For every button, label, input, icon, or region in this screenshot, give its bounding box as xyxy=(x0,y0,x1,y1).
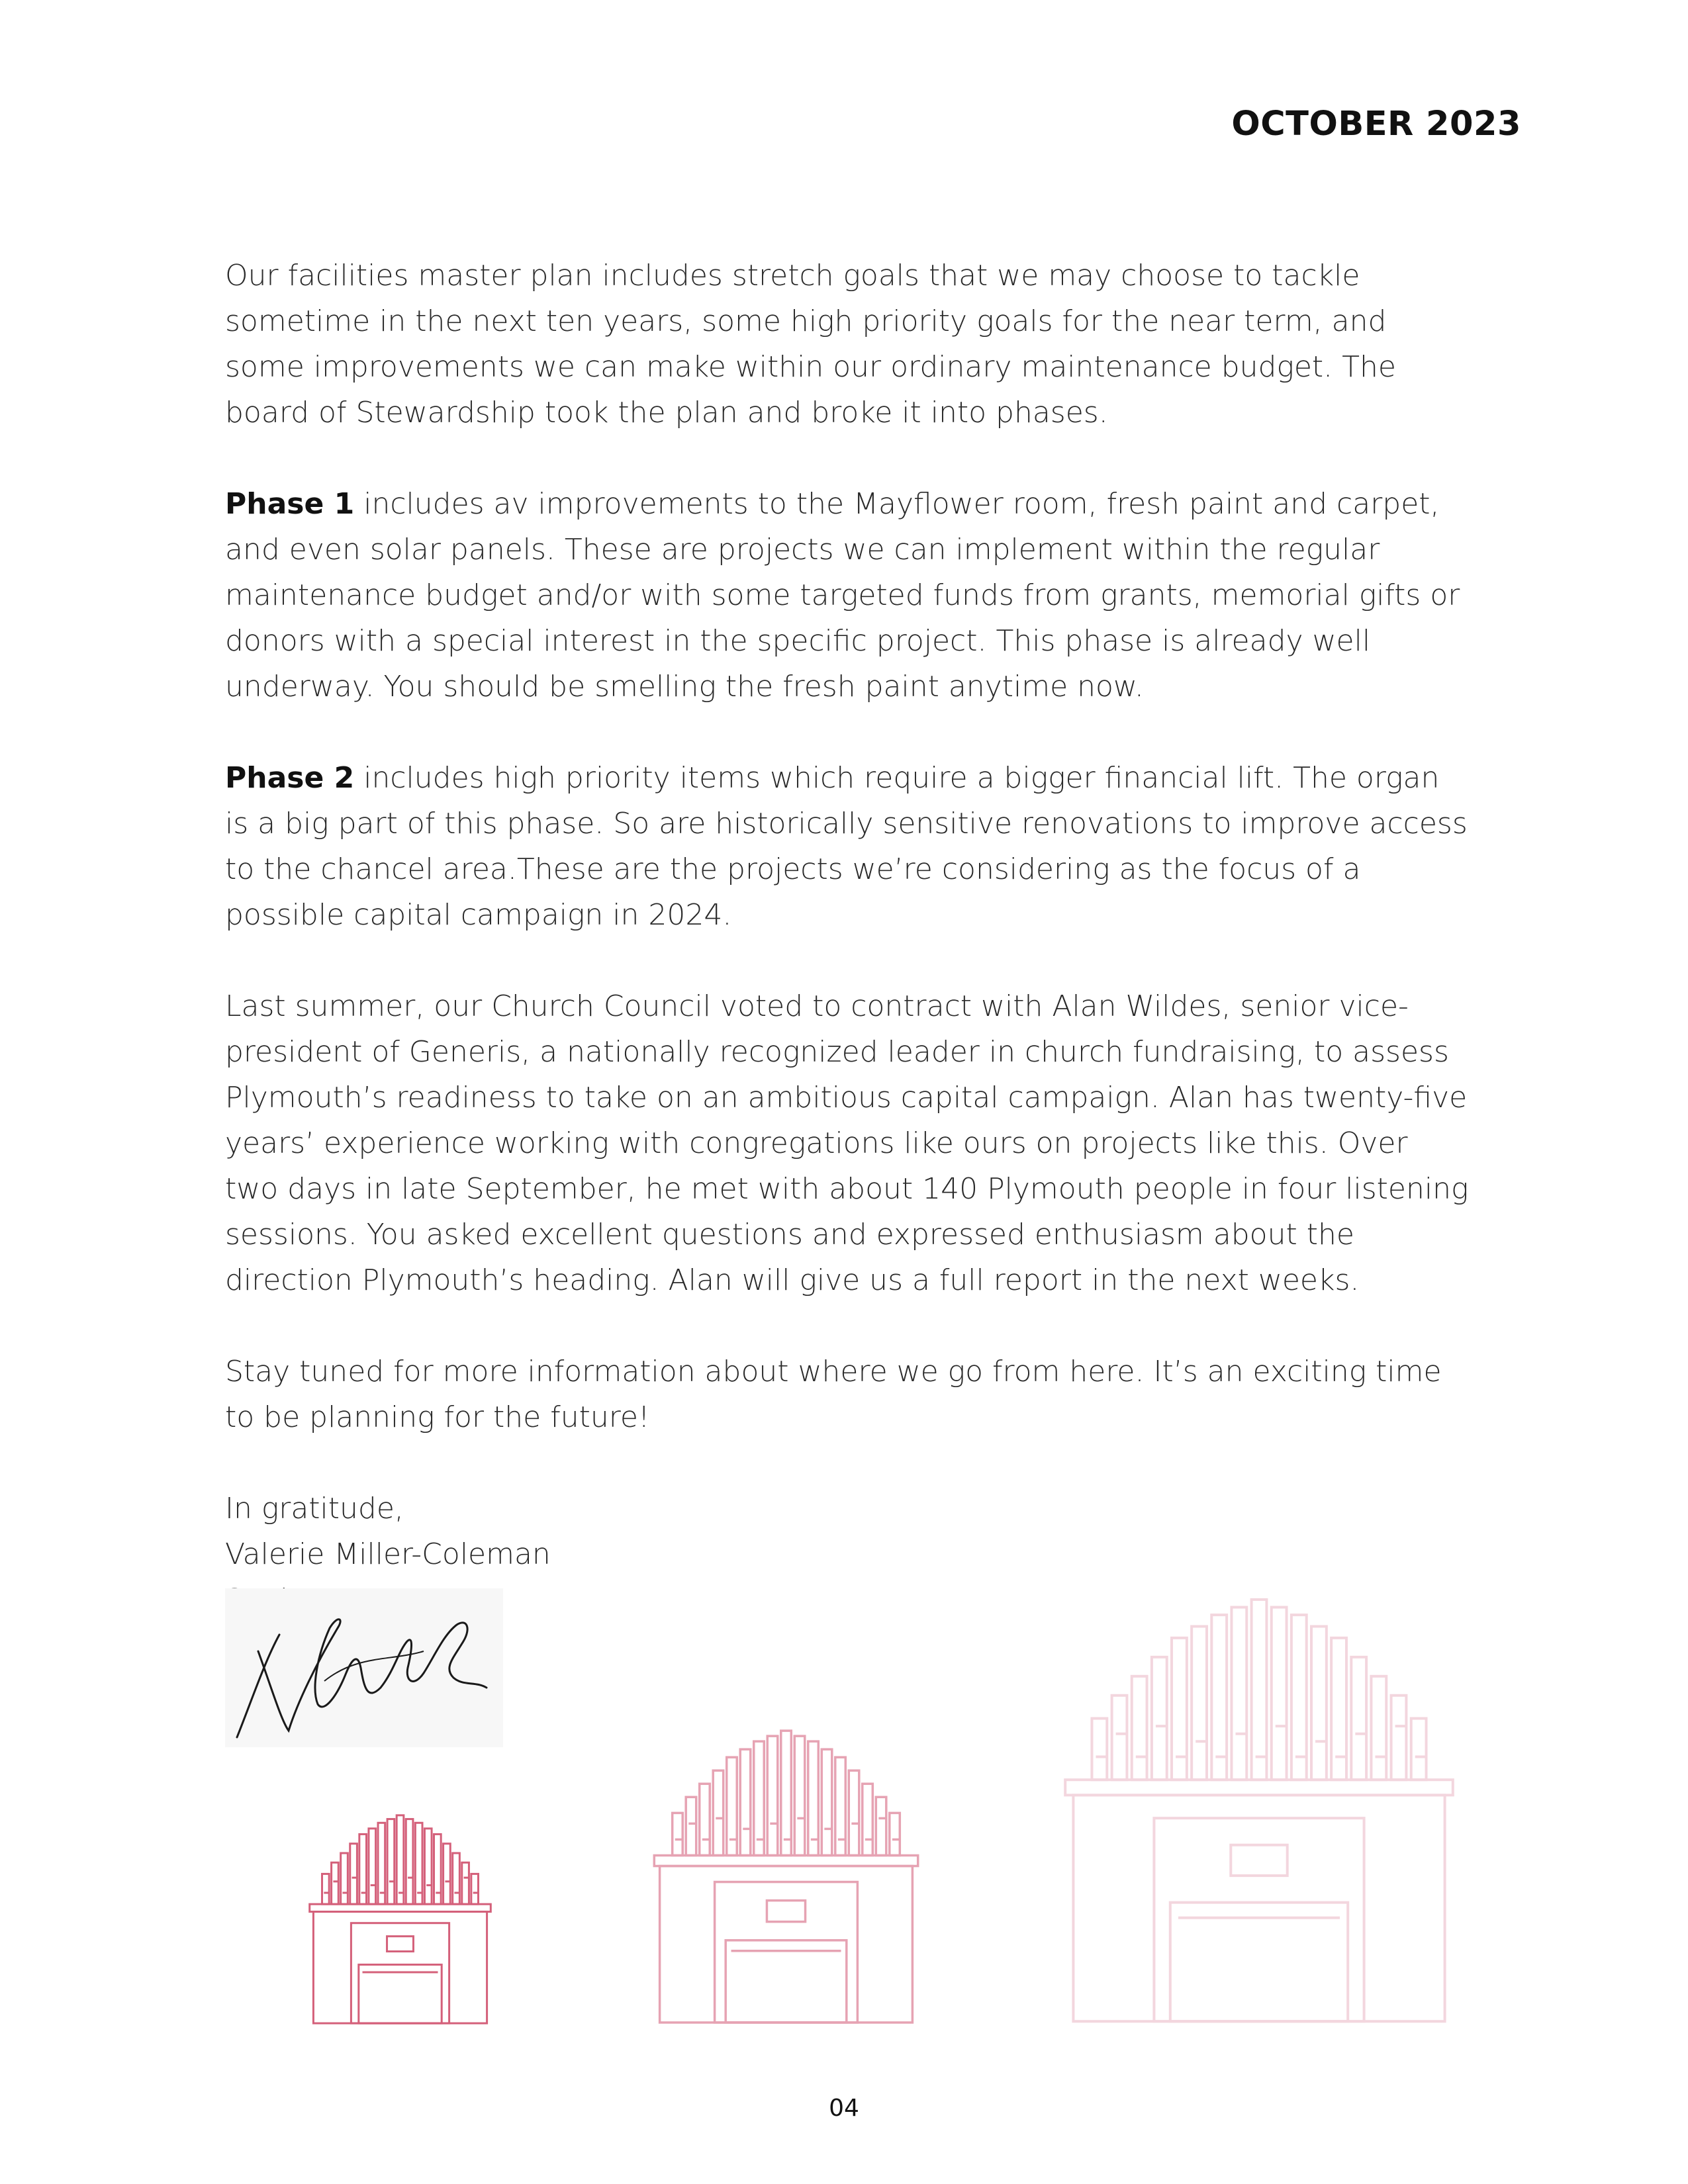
organ-pipe xyxy=(686,1797,696,1855)
organ-pipe xyxy=(1291,1615,1307,1780)
closing-paragraph: Stay tuned for more information about where we go from here. It’s an exciting time to be planning for the future! xyxy=(225,1355,1442,1434)
phase-2-label: Phase 2 xyxy=(225,761,355,795)
consultant-paragraph: Last summer, our Church Council voted to contract with Alan Wildes, senior vice-president of Generis, a nationally recognized leader in church fundraising, to assess Plymouth’s readiness to take on an ambitious capital campaign. Alan has twenty-five years’ experience working with congregations like ours on projects like this. Over two days in late September, he met with about 140 Plymouth people in four listening sessions. You asked excellent questions and expressed enthusiasm about the direction Plymouth’s heading. Alan will give us a full report in the next weeks. xyxy=(225,989,1469,1297)
organ-pipe xyxy=(453,1853,460,1904)
organ-pipe xyxy=(794,1736,805,1855)
phase-2-text: includes high priority items which require a bigger financial lift. The organ is a big part of this phase. So are historically sensitive renovations to improve access to the chancel area.These are the projects we’re considering as the focus of a possible capital campaign in 2024. xyxy=(225,761,1468,932)
organ-pipe xyxy=(1311,1626,1327,1780)
organ-pipe xyxy=(1231,1607,1246,1780)
organ-keyboard-box xyxy=(1170,1903,1348,2022)
organ-music-desk xyxy=(767,1901,805,1922)
organ-pipe xyxy=(332,1862,339,1904)
phase-1-paragraph xyxy=(225,481,1470,709)
organ-pipe xyxy=(397,1815,404,1904)
organ-cornice xyxy=(310,1904,491,1911)
organ-medium-drawing xyxy=(654,1731,917,2023)
organ-pipe xyxy=(1152,1657,1167,1780)
phase-1-text: includes av improvements to the Mayflower room, fresh paint and carpet, and even solar panels. These are projects we can implement within the regular maintenance budget and/or with some targeted funds from grants, memorial gifts or donors with a special interest in the specific project. This phase is already well underway. You should be smelling the fresh paint anytime now. xyxy=(225,487,1460,704)
organ-pipe xyxy=(1272,1607,1287,1780)
organ-pipe xyxy=(1252,1600,1267,1780)
organ-console-frame xyxy=(1154,1818,1364,2021)
organ-pipe xyxy=(740,1749,751,1855)
organ-pipe xyxy=(1172,1638,1187,1780)
organ-pipe xyxy=(808,1741,819,1855)
organ-pipe xyxy=(700,1784,710,1855)
organ-pipe xyxy=(673,1813,683,1855)
phase-2-paragraph xyxy=(225,755,1470,938)
organ-case xyxy=(660,1866,913,2023)
organ-pipe xyxy=(876,1797,886,1855)
organ-pipe xyxy=(387,1819,395,1905)
organ-pipe xyxy=(350,1844,357,1904)
organ-medium-illustration xyxy=(649,1691,923,2025)
organ-pipe xyxy=(406,1819,413,1905)
organ-pipe xyxy=(471,1874,479,1904)
organ-pipe xyxy=(424,1829,432,1904)
organ-console-frame xyxy=(715,1882,858,2023)
organ-pipe xyxy=(1351,1657,1366,1780)
organ-pipe xyxy=(781,1731,792,1855)
letter-body xyxy=(225,253,1470,1623)
organ-keyboard-box xyxy=(359,1965,442,2024)
organ-pipe xyxy=(754,1741,765,1855)
organ-large-drawing xyxy=(1065,1600,1453,2021)
salutation: In gratitude, xyxy=(225,1492,404,1525)
organ-pipe xyxy=(1192,1626,1207,1780)
organ-case xyxy=(1073,1795,1444,2021)
organ-pipe xyxy=(462,1862,469,1904)
organ-pipe xyxy=(444,1844,451,1904)
organ-small-drawing xyxy=(310,1815,491,2023)
organ-pipe xyxy=(1092,1719,1107,1780)
intro-paragraph: Our facilities master plan includes stretch goals that we may choose to tackle sometime in the next ten years, some high priority goals for the near term, and some improvements we can make within our ordinary maintenance budget. The board of Stewardship took the plan and broke it into phases. xyxy=(225,259,1396,430)
page-number: 04 xyxy=(829,2095,859,2122)
organ-pipe xyxy=(1331,1638,1346,1780)
phase-1-label: Phase 1 xyxy=(225,487,355,521)
organ-pipe xyxy=(849,1770,859,1855)
organ-pipe xyxy=(1371,1676,1386,1780)
handwritten-signature xyxy=(225,1588,503,1747)
organ-pipe xyxy=(821,1749,832,1855)
signer-name: Valerie Miller-Coleman xyxy=(225,1537,551,1571)
organ-small-illustration xyxy=(306,1787,494,2025)
organ-cornice xyxy=(654,1855,917,1866)
organ-music-desk xyxy=(387,1936,414,1952)
organ-pipe xyxy=(835,1757,846,1855)
organ-pipe xyxy=(1211,1615,1227,1780)
organ-case xyxy=(313,1912,487,2024)
organ-keyboard-box xyxy=(726,1940,847,2023)
organ-pipe xyxy=(863,1784,873,1855)
organ-pipe xyxy=(767,1736,778,1855)
organ-large-illustration xyxy=(1057,1542,1461,2025)
organ-pipe xyxy=(341,1853,348,1904)
organ-pipe xyxy=(1112,1696,1127,1780)
issue-date: OCTOBER 2023 xyxy=(1231,105,1521,144)
organ-pipe xyxy=(1132,1676,1147,1780)
organ-pipe xyxy=(1391,1696,1407,1780)
organ-pipe xyxy=(369,1829,376,1904)
organ-pipe xyxy=(713,1770,724,1855)
organ-pipe xyxy=(890,1813,900,1855)
organ-music-desk xyxy=(1231,1845,1287,1876)
organ-pipe xyxy=(322,1874,330,1904)
organ-pipe xyxy=(727,1757,737,1855)
organ-pipe xyxy=(1411,1719,1427,1780)
organ-cornice xyxy=(1065,1780,1453,1795)
